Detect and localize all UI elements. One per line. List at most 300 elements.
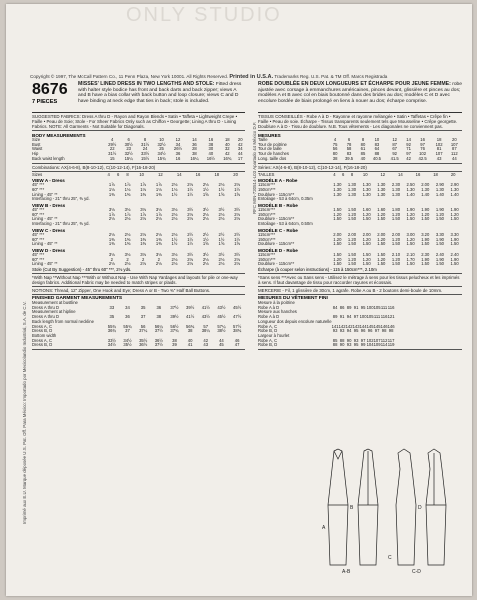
cell-value: 34	[125, 304, 130, 310]
cell-value: 8	[143, 137, 147, 142]
cell-value: 3½	[234, 207, 241, 213]
row-label: Bust	[32, 141, 41, 147]
cell-value: 16½	[206, 155, 215, 161]
cell-value: 10	[374, 137, 380, 142]
cell-value: 3.00	[406, 231, 415, 237]
cell-value: 1⅝	[218, 191, 225, 197]
cell-value: 1.50	[347, 207, 357, 213]
mesures-title: MESURES	[258, 133, 281, 138]
cell-value: 1.20	[421, 211, 430, 217]
fr-view-title: MODÈLE D - Robe	[258, 247, 298, 253]
cell-value: 80	[332, 151, 338, 157]
cell-value: 112	[451, 151, 458, 157]
row-label: Back length from normal neckline	[32, 318, 94, 324]
cell-value: 1.20	[435, 211, 444, 217]
cell-value: 14	[176, 171, 182, 177]
cell-value: 37½	[154, 328, 163, 334]
cell-value: 142	[345, 323, 353, 329]
cell-value: 8	[350, 171, 354, 177]
cell-value: 33½	[107, 337, 116, 343]
cell-value: 2	[110, 256, 113, 262]
cell-value: 37¼	[139, 328, 148, 334]
cell-value: 1.20	[347, 236, 357, 242]
cell-value: 1.30	[391, 191, 401, 197]
sketch-label-c: C	[388, 555, 392, 561]
cell-value: 1⅜	[140, 191, 147, 197]
cell-value: 1½	[202, 186, 209, 192]
cell-value: 1.20	[377, 211, 386, 217]
cell-value: 1.50	[421, 216, 430, 222]
row-label: Entoilage - 53 à 64cm, 0.35m	[258, 196, 313, 202]
faint-watermark: ONLY STUDIO	[126, 4, 282, 26]
cell-value: 3⅛	[140, 251, 147, 257]
cell-value: 34	[237, 146, 243, 152]
row-label: Long. taille dos	[258, 155, 287, 161]
sizes-row	[32, 173, 245, 178]
cell-value: 1⅞	[155, 211, 162, 217]
cell-value: 4	[107, 171, 110, 177]
cell-value: 85	[332, 337, 338, 343]
cell-value: 34½	[107, 342, 116, 348]
fr-view-title: MODÈLE A - Robe	[258, 178, 298, 184]
cell-value: 3½	[202, 251, 209, 257]
cell-value: 142	[338, 323, 346, 329]
cell-value: 57	[203, 323, 209, 329]
cell-value: 2⅛	[218, 261, 225, 267]
en-view-table	[32, 233, 245, 247]
suggested-fabrics: SUGGESTED FABRICS: Dress A thru D - Rayon and Rayon Blends • Satin • Taffeta • Lightweight Crepe • Faille • Peau de Soie; Stole - For Sheer Fabrics Only such as Chiffon • Georgette; Lining A thru D - Lining Fabrics. NOTE: All Garments - Not Suitable for Diagonals.	[32, 113, 245, 131]
cell-value: 1.50	[362, 216, 371, 222]
cell-value: 1.40	[421, 191, 430, 197]
cell-value: 3½	[234, 251, 241, 257]
cell-value: 38	[332, 155, 338, 161]
cell-value: 117	[387, 337, 395, 343]
metrage-table	[258, 172, 462, 275]
cell-value: 2.00	[391, 231, 401, 237]
cell-value: 1.50	[347, 251, 357, 257]
cell-value: 83	[346, 151, 352, 157]
cell-value: 1.20	[377, 256, 386, 262]
cell-value: 145	[366, 323, 374, 329]
row-label: 45" ***	[32, 251, 45, 257]
cell-value: 1.50	[406, 241, 415, 247]
cell-value: 2.00	[362, 231, 371, 237]
cell-value: 36	[125, 314, 130, 320]
cell-value: 2.40	[450, 251, 459, 257]
cell-value: 2.00	[333, 231, 342, 237]
cell-value: 94	[346, 314, 352, 320]
cell-value: 2⅛	[234, 256, 241, 262]
cell-value: 1⅞	[108, 211, 115, 217]
cell-value: 3½	[218, 207, 225, 213]
cell-value: 2⅛	[171, 261, 178, 267]
row-label: Lining - 45" **	[32, 216, 58, 222]
cell-value: 2⅛	[202, 182, 209, 188]
cell-value: 1½	[171, 191, 178, 197]
side-print-left: Imprimé aux E.U. Marque déposée U.S. Pat. Off. Para México: Importado por Mexicolandio Industrial, S.A. de C.V.	[22, 301, 27, 524]
cell-value: 1.20	[347, 211, 357, 217]
cell-value: 3½	[202, 207, 209, 213]
cell-value: 37½	[154, 342, 163, 348]
cell-value: 1.90	[450, 236, 459, 242]
cell-value: 2⅛	[234, 261, 241, 267]
french-header	[258, 82, 462, 113]
cell-value: 3⅛	[140, 207, 147, 213]
row-label: 115cm***	[258, 207, 276, 213]
cell-value: 2⅛	[234, 211, 241, 217]
cell-value: 15½	[141, 155, 150, 161]
cell-value: 20	[452, 137, 457, 142]
cell-value: 15¾	[157, 155, 166, 161]
cell-value: 39½	[170, 314, 179, 320]
row-label: 150cm***	[258, 186, 276, 192]
row-label: Tour de hanches	[258, 151, 289, 157]
cell-value: 26½	[173, 146, 183, 152]
cell-value: 1½	[187, 191, 194, 197]
cell-value: 57½	[233, 323, 242, 329]
cell-value: 1.30	[333, 186, 342, 192]
cell-value: 1.20	[391, 236, 401, 242]
cell-value: 36½	[139, 342, 148, 348]
cell-value: 2⅛	[202, 261, 209, 267]
en-view-table	[32, 183, 245, 202]
cell-value: 44	[237, 151, 243, 157]
cell-value: 104	[366, 342, 374, 348]
nap-note: *With Nap **Without Nap ***With or Without Nap - Use With Nap Yardages and layouts for pile or one-way design fabrics. Additional Fabric may be needed to match stripes or plaids.	[32, 274, 245, 287]
description-text: Fitted dress with halter style bodice has front and back darts and back zipper; views A and B have a bias collar with back button and loop closure; views C and D have binding at neck edge that ties in back; stole is included.	[78, 82, 242, 104]
cell-value: 1⅞	[124, 182, 131, 188]
mesures-fini	[258, 295, 462, 350]
cell-value: 34½	[123, 337, 132, 343]
en-view-title: VIEW C - Dress	[32, 227, 66, 233]
cell-value: 1.90	[435, 236, 444, 242]
cell-value: 1.50	[391, 216, 401, 222]
cell-value: 1.50	[362, 261, 371, 267]
cell-value: 1⅞	[108, 182, 115, 188]
cell-value: 1½	[171, 241, 178, 247]
cell-value: 45	[219, 342, 224, 348]
en-yardage-row	[32, 242, 245, 247]
cell-value: 1.90	[435, 256, 444, 262]
cell-value: 2⅛	[171, 211, 178, 217]
row-label: Doublure - 115cm**	[258, 241, 295, 247]
cell-value: 56½	[170, 323, 179, 329]
cell-value: 20	[237, 137, 243, 142]
metrage-sizes	[258, 173, 462, 178]
cell-value: 1⅜	[108, 236, 115, 242]
cell-value: 98	[381, 328, 387, 334]
cell-value: 2.00	[347, 231, 357, 237]
cell-value: 1⅞	[140, 211, 147, 217]
cell-value: 1.30	[377, 182, 386, 188]
cell-value: 2⅛	[171, 216, 178, 222]
row-label: 115cm***	[258, 182, 276, 188]
cell-value: 1⅝	[218, 241, 225, 247]
cell-value: 3.30	[450, 231, 459, 237]
cell-value: 37	[125, 328, 130, 334]
cell-value: 35½	[123, 342, 132, 348]
cell-value: 1.50	[435, 261, 444, 267]
cell-value: 36	[192, 141, 197, 147]
row-label: Measurement at bustline	[32, 300, 78, 306]
cell-value: 2⅛	[234, 216, 241, 222]
cell-value: 1.90	[450, 256, 459, 262]
cell-value: 1.50	[450, 216, 459, 222]
cell-value: 43	[436, 155, 442, 161]
en-yardage-row	[32, 197, 245, 202]
cell-value: 1.30	[362, 182, 371, 188]
cell-value: 90	[346, 337, 352, 343]
trademark-text: Trademarks Reg. U.S. Pat. & TM Off. Marcs Registrada	[274, 74, 388, 79]
cell-value: 18	[224, 137, 230, 142]
cell-value: 2.00	[377, 231, 386, 237]
cell-value: 1⅜	[124, 236, 131, 242]
cell-value: 90	[339, 342, 345, 348]
cell-value: 1.50	[377, 241, 386, 247]
cell-value: 4	[333, 137, 337, 142]
cell-value: 2⅛	[140, 231, 147, 237]
cell-value: 1.90	[421, 236, 430, 242]
cell-value: 3½	[218, 251, 225, 257]
cell-value: 92	[392, 151, 398, 157]
cell-value: 93	[353, 337, 359, 343]
cell-value: 12	[392, 137, 398, 142]
cell-value: 1.30	[377, 191, 386, 197]
cell-value: 3⅛	[108, 251, 115, 257]
sketch-label-b: B	[350, 505, 354, 511]
row-label: Robe B, D	[258, 328, 278, 334]
cell-value: 1.20	[391, 211, 401, 217]
cell-value: 2	[126, 256, 129, 262]
series: Séries: AX(4-6-8), B(8-10-12), C(10-12-14), F(16-18-20)	[258, 164, 462, 172]
cell-value: 10	[139, 171, 144, 177]
cell-value: 1.50	[406, 261, 415, 267]
cell-value: 38	[172, 337, 177, 343]
yardage-sizes	[32, 173, 245, 178]
cell-value: 39	[172, 342, 177, 348]
cell-value: 46	[234, 337, 240, 343]
cell-value: 1⅛	[140, 186, 147, 192]
cell-value: 41.5	[390, 155, 399, 161]
cell-value: 1.50	[421, 241, 430, 247]
cell-value: 1⅛	[108, 186, 115, 192]
row-label: Tour de poitrine	[258, 141, 287, 147]
cell-value: 2⅛	[108, 216, 115, 222]
mesures-fini-table	[258, 301, 395, 348]
cell-value: 91	[339, 314, 345, 320]
cell-value: 30½	[124, 141, 133, 147]
row-label: Doublure - 115cm**	[258, 261, 295, 267]
row-label: Mesure à la poitrine	[258, 300, 295, 306]
cell-value: 38	[187, 328, 193, 334]
cell-value: 2⅛	[218, 256, 225, 262]
cell-value: 1.40	[450, 191, 459, 197]
cell-value: 35	[109, 314, 115, 320]
cell-value: 93	[332, 328, 338, 334]
cell-value: 1.20	[333, 236, 342, 242]
cell-value: 1⅜	[140, 241, 147, 247]
row-label: Robe A, C	[258, 323, 278, 329]
yardage-table	[32, 172, 245, 275]
cell-value: 1⅜	[124, 191, 131, 197]
sketch-label-cd: C-D	[412, 569, 421, 575]
cell-value: 18	[214, 171, 220, 177]
cell-value: 2.30	[421, 251, 430, 257]
cell-value: 88	[374, 151, 380, 157]
row-label: 115cm***	[258, 231, 276, 237]
cell-value: 42.5	[418, 155, 427, 161]
cell-value: 1½	[187, 241, 194, 247]
cell-value: 1.50	[347, 216, 357, 222]
cell-value: 43½	[217, 304, 226, 310]
cell-value: 88	[332, 342, 338, 348]
cell-value: 61	[360, 146, 366, 152]
cell-value: 3.30	[435, 231, 444, 237]
cell-value: 1⅜	[155, 241, 162, 247]
finished-row	[32, 343, 245, 348]
cell-value: 6	[342, 171, 345, 177]
row-label: 150cm***	[258, 236, 276, 242]
cell-value: 1.60	[362, 207, 371, 213]
cell-value: 2⅛	[155, 216, 162, 222]
cell-value: 96	[367, 328, 373, 334]
cell-value: 1.30	[391, 186, 401, 192]
cell-value: 95	[353, 342, 359, 348]
cell-value: 57¼	[217, 323, 226, 329]
cell-value: 6	[347, 137, 351, 142]
cell-value: 107	[373, 337, 381, 343]
cell-value: 100	[366, 304, 374, 310]
cell-value: 1.30	[377, 186, 386, 192]
copyright-line	[30, 74, 450, 80]
fr-view-title: MODÈLE C - Robe	[258, 227, 298, 233]
cell-value: 44	[452, 155, 457, 161]
cell-value: 37	[140, 314, 146, 320]
pattern-pieces: 7 PIECES	[32, 99, 58, 105]
cell-value: 34½	[157, 151, 166, 157]
cell-value: 1.20	[406, 211, 415, 217]
cell-value: 107	[435, 151, 443, 157]
cell-value: 39½	[186, 304, 195, 310]
cell-value: 23	[126, 146, 131, 152]
cell-value: 97	[353, 314, 359, 320]
cell-value: 85	[360, 151, 366, 157]
cell-value: 10	[362, 171, 368, 177]
cell-value: 119	[387, 342, 395, 348]
cell-value: 1½	[218, 236, 225, 242]
cell-value: 38¾	[233, 328, 242, 334]
row-label: Dress B, D	[32, 328, 53, 334]
cell-value: 64	[374, 146, 380, 152]
english-column	[32, 82, 245, 350]
cell-value: 1½	[234, 186, 241, 192]
cell-value: 86	[339, 304, 345, 310]
cell-value: 1.50	[450, 261, 459, 267]
cell-value: 2⅛	[234, 182, 241, 188]
cell-value: 83	[374, 141, 380, 147]
cell-value: 42	[203, 337, 209, 343]
cell-value: 42	[224, 151, 230, 157]
finished-title: FINISHED GARMENT MEASUREMENTS	[32, 296, 123, 302]
cell-value: 93	[339, 328, 345, 334]
cell-value: 40.5	[372, 155, 382, 161]
cell-value: 10	[159, 137, 164, 142]
cell-value: 75	[332, 141, 338, 147]
row-label: 60" ***	[32, 186, 45, 192]
cell-value: 1.50	[333, 216, 342, 222]
cell-value: 38	[156, 314, 162, 320]
cell-value: 6	[127, 137, 130, 142]
cell-value: 1½	[187, 236, 194, 242]
cell-value: 56	[332, 146, 338, 152]
cell-value: 2⅛	[140, 216, 147, 222]
cell-value: 14	[406, 137, 411, 142]
cell-value: 40	[208, 151, 214, 157]
cell-value: 1⅜	[108, 241, 115, 247]
cell-value: 45½	[233, 304, 242, 310]
cell-value: 37½	[170, 304, 179, 310]
cell-value: 16	[420, 137, 425, 142]
cell-value: 1.50	[406, 216, 415, 222]
cell-value: 1.50	[347, 261, 357, 267]
cell-value: 1⅜	[140, 236, 147, 242]
cell-value: 1⅞	[124, 211, 131, 217]
row-label: Interfacing - 21" thru 25", ⅜ yd.	[32, 221, 90, 227]
cell-value: 24	[142, 146, 148, 152]
cell-value: 2⅛	[155, 231, 162, 237]
cell-value: 116	[387, 304, 395, 310]
row-label: 45" ***	[32, 207, 45, 213]
cell-value: 97	[374, 328, 380, 334]
cell-value: 1.60	[377, 207, 386, 213]
cell-value: 80	[360, 141, 366, 147]
cell-value: 3½	[187, 207, 194, 213]
row-label: Lining - 45" **	[32, 191, 58, 197]
row-label: Doublure - 115cm**	[258, 216, 295, 222]
cell-value: 2⅛	[124, 231, 131, 237]
sketch-a-front	[328, 449, 348, 565]
row-label: Waist	[32, 146, 43, 152]
cell-value: 87	[392, 141, 398, 147]
cell-value: 112	[380, 337, 388, 343]
cell-value: 42	[237, 141, 243, 147]
cell-value: 1½	[218, 186, 225, 192]
cell-value: 32	[224, 146, 230, 152]
body-measurements-title: BODY MEASUREMENTS	[32, 133, 86, 138]
cell-value: 2.10	[391, 251, 401, 257]
dress-line-drawings	[306, 445, 456, 585]
row-label: Sizes	[32, 171, 43, 177]
cell-value: 107	[450, 141, 458, 147]
cell-value: 56¼	[154, 323, 163, 329]
cell-value: 1.30	[450, 186, 459, 192]
cell-value: 2.90	[450, 182, 459, 188]
cell-value: 44	[219, 337, 224, 343]
cell-value: 98	[388, 328, 394, 334]
cell-value: 34	[175, 141, 181, 147]
cell-value: 4	[111, 137, 114, 142]
cell-value: 8	[361, 137, 365, 142]
cell-value: 1.40	[406, 191, 415, 197]
cell-value: 92	[406, 141, 411, 147]
cell-value: 1.90	[406, 207, 415, 213]
cell-value: 1⅜	[124, 241, 131, 247]
cell-value: 94	[346, 328, 352, 334]
cell-value: 40	[187, 337, 193, 343]
tissus-conseilles: TISSUS CONSEILLÉS - Robe A à D - Rayonne et rayonne mélangée • Satin • Taffetas • Crêpe fin • Faille • Peau de soie. Écharpe - Tissus transparents seulement tels que Mousseline • Crêpe georgette. Doublure A à D - Tissu de doublure. N.B. Tous vêtements - Les diagonales ne conviennent pas.	[258, 113, 462, 131]
cell-value: 2⅛	[155, 261, 162, 267]
pattern-header	[32, 82, 245, 113]
